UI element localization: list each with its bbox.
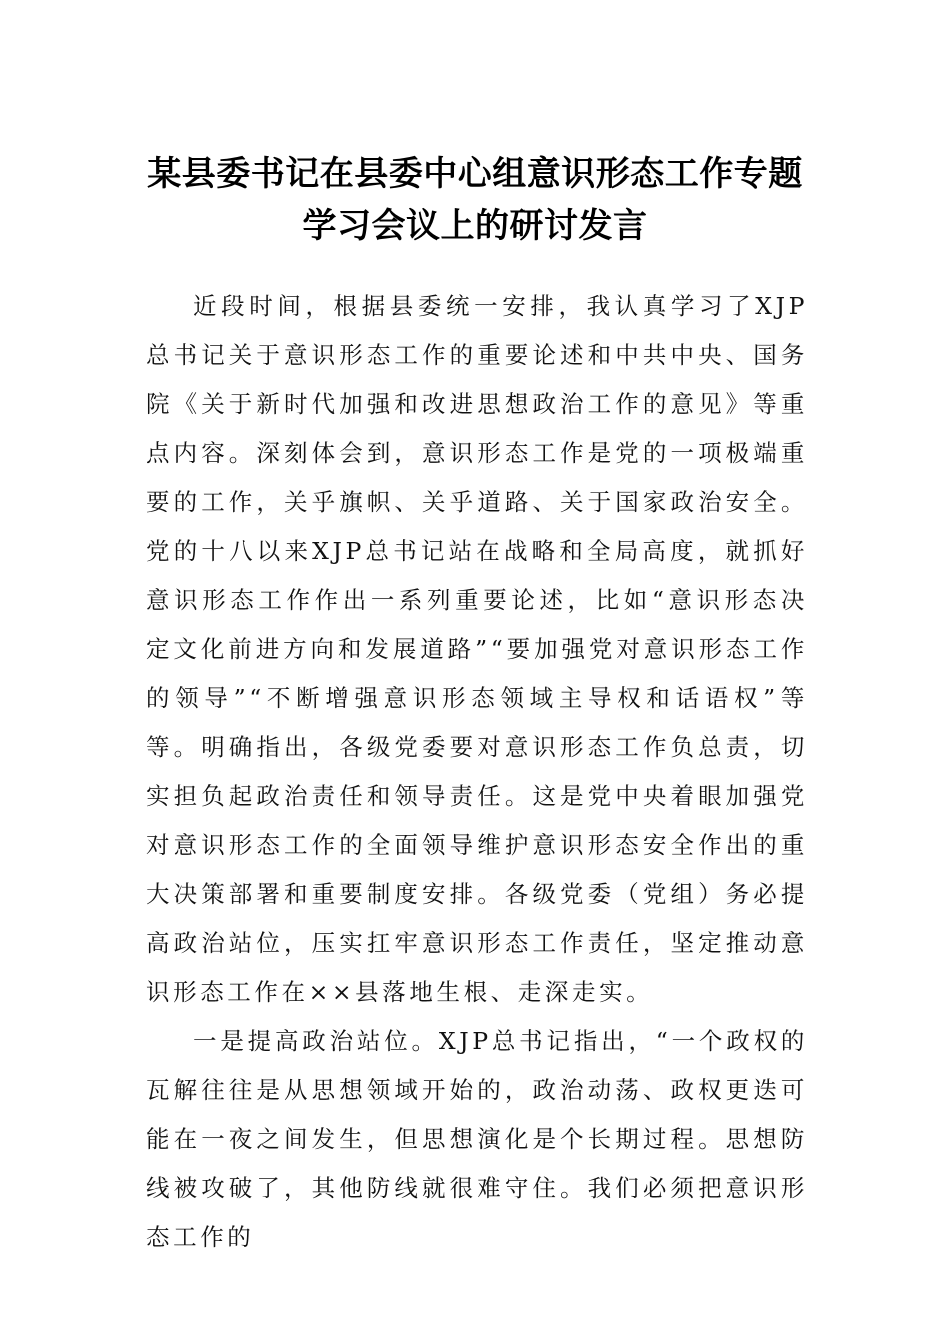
paragraph-intro: 近段时间，根据县委统一安排，我认真学习了XJP总书记关于意识形态工作的重要论述和中共中央、国务院《关于新时代加强和改进思想政治工作的意见》等重点内容。深刻体会到，意识形态工作是党的一项极端重要的工作，关乎旗帜、关乎道路、关于国家政治安全。党的十八以来XJP总书记站在战略和全局高度，就抓好意识形态工作作出一系列重要论述，比如“意识形态决定文化前进方向和发展道路”“要加强党对意识形态工作的领导”“不断增强意识形态领域主导权和话语权”等等。明确指出，各级党委要对意识形态工作负总责，切实担负起政治责任和领导责任。这是党中央着眼加强党对意识形态工作的全面领导维护意识形态安全作出的重大决策部署和重要制度安排。各级党委（党组）务必提高政治站位，压实扛牢意识形态工作责任，坚定推动意识形态工作在××县落地生根、走深走实。 [146, 292, 808, 1006]
document-title: 某县委书记在县委中心组意识形态工作专题学习会议上的研讨发言 [147, 154, 803, 246]
paragraph-point-one: 一是提高政治站位。XJP总书记指出，“一个政权的瓦解往往是从思想领域开始的，政治动荡、政权更迭可能在一夜之间发生，但思想演化是个长期过程。思想防线被攻破了，其他防线就很难守住。我们必须把意识形态工作的 [146, 1027, 808, 1251]
document-body [146, 282, 808, 1262]
